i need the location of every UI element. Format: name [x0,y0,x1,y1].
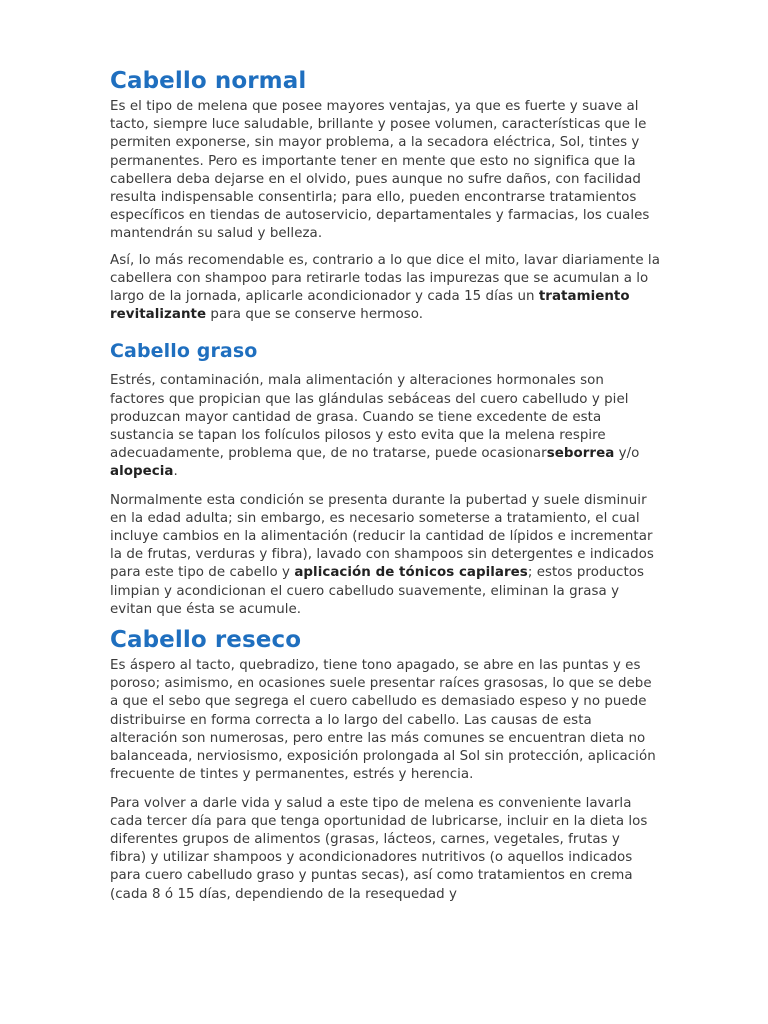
section-heading-cabello-normal: Cabello normal [110,68,307,94]
paragraph-reseco-1 [110,657,660,784]
paragraph-text: Normalmente esta condición se presenta durante la pubertad y suele disminuir en la edad adulta; sin embargo, es necesario someterse a tratamiento, el cual incluye cambios en la alimentación (reducir la cantidad de lípidos e incrementar la de frutas, verduras y fibra), lavado con shampoos sin detergentes e indicados para este tipo de cabello y [110,492,654,581]
paragraph-text: Es el tipo de melena que posee mayores ventajas, ya que es fuerte y suave al tacto, siempre luce saludable, brillante y posee volumen, características que le permiten exponerse, sin mayor problema, a la secadora eléctrica, Sol, tintes y permanentes. Pero es importante tener en mente que esto no significa que la cabellera deba dejarse en el olvido, pues aunque no sufre daños, con facilidad resulta indispensable consentirla; para ello, pueden encontrarse tratamientos específicos en tiendas de autoservicio, departamentales y farmacias, los cuales mantendrán su salud y belleza. [110,99,650,242]
paragraph-text: Así, lo más recomendable es, contrario a lo que dice el mito, lavar diariamente la cabellera con shampoo para retirarle todas las impurezas que se acumulan a lo largo de la jornada, aplicarle acondicionador y cada 15 días un [110,252,660,305]
paragraph-text: para que se conserve hermoso. [206,307,424,323]
paragraph-text: Para volver a darle vida y salud a este tipo de melena es conveniente lavarla cada tercer día para que tenga oportunidad de lubricarse, incluir en la dieta los diferentes grupos de alimentos (grasas, lácteos, carnes, vegetales, frutas y fibra) y utilizar shampoos y acondicionadores nutritivos (o aquellos indicados para cuero cabelludo graso y puntas secas), así como tratamientos en crema (cada 8 ó 15 días, dependiendo de la resequedad y [110,795,648,902]
bold-term-alopecia: alopecia [110,464,174,480]
paragraph-reseco-2 [110,795,660,904]
paragraph-graso-1 [110,372,660,481]
bold-term-tonicos: aplicación de tónicos capilares [294,565,528,581]
paragraph-text: . [173,464,178,480]
bold-term-seborrea: seborrea [546,446,615,462]
paragraph-graso-2 [110,492,660,619]
paragraph-normal-1 [110,98,660,244]
section-heading-cabello-reseco: Cabello reseco [110,627,302,654]
document-page [110,66,660,904]
paragraph-text: y/o [614,446,640,462]
paragraph-text: Estrés, contaminación, mala alimentación y alteraciones hormonales son factores que propician que las glándulas sebáceas del cuero cabelludo y piel produzcan mayor cantidad de grasa. Cuando se tiene excedente de esta sustancia se tapan los folículos pilosos y esto evita que la melena respire adecuadamente, problema que, de no tratarse, puede ocasionar [110,373,629,462]
paragraph-text: Es áspero al tacto, quebradizo, tiene tono apagado, se abre en las puntas y es poroso; asimismo, en ocasiones suele presentar raíces grasosas, lo que se debe a que el sebo que segrega el cuero cabelludo es demasiado espeso y no puede distribuirse en forma correcta a lo largo del cabello. Las causas de esta alteración son numerosas, pero entre las más comunes se encuentran dieta no balanceada, nerviosismo, exposición prolongada al Sol sin protección, aplicación frecuente de tintes y permanentes, estrés y herencia. [110,658,656,783]
section-heading-cabello-graso: Cabello graso [110,340,258,363]
bold-term-tratamiento: tratamiento revitalizante [110,289,630,323]
paragraph-text: ; estos productos limpian y acondicionan el cuero cabelludo suavemente, eliminan la grasa y evitan que ésta se acumule. [110,565,645,617]
paragraph-normal-2 [110,252,660,325]
